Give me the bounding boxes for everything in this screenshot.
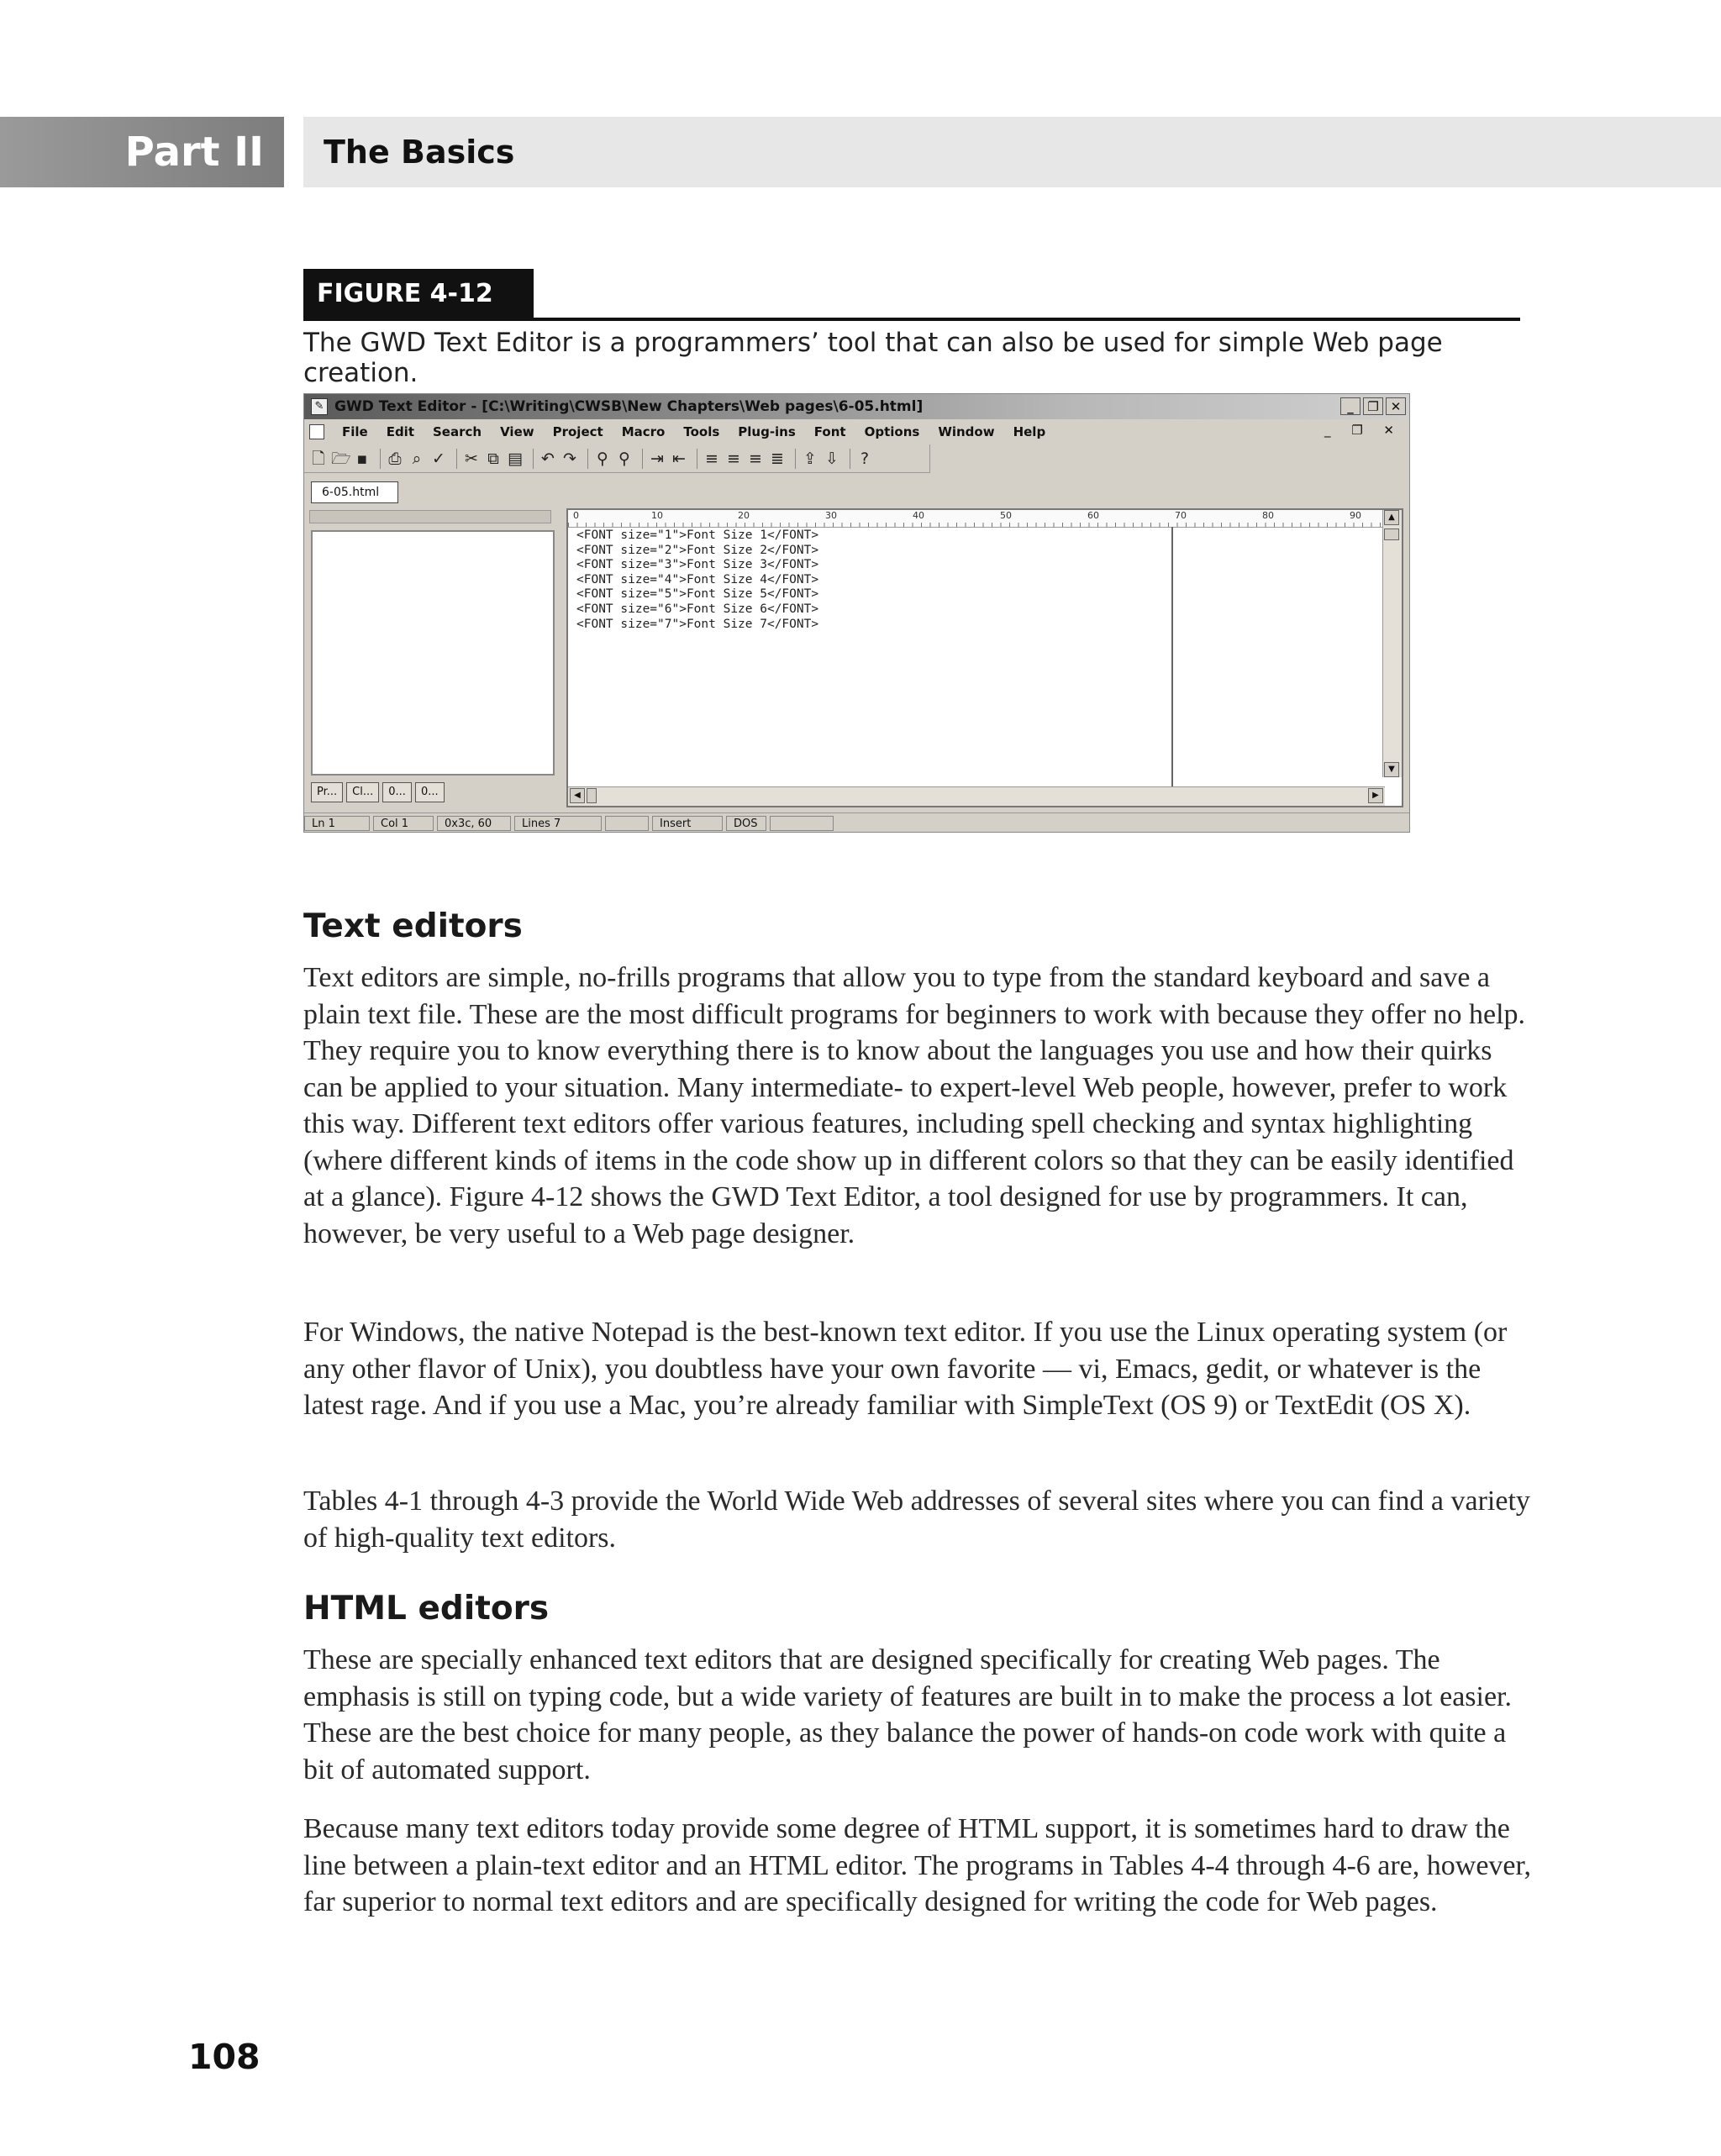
section-heading: HTML editors [303,1590,550,1628]
paste-icon[interactable]: ▤ [508,449,523,468]
minimize-icon[interactable]: _ [1340,397,1360,415]
close-icon[interactable]: ✕ [1386,397,1406,415]
document-icon [309,424,324,439]
print-preview-icon[interactable]: ⌕ [412,449,422,468]
ruler-label: 10 [651,510,663,521]
ruler-label: 50 [1000,510,1012,521]
code-line: <FONT size="7">Font Size 7</FONT> [576,617,819,631]
toolbar-separator [533,449,534,469]
menu-help[interactable]: Help [1013,424,1046,439]
status-column: Col 1 [373,816,434,831]
upload-icon[interactable]: ⇪ [803,449,817,468]
toolbar-separator [642,449,643,469]
restore-icon[interactable]: ❐ [1363,397,1383,415]
ruler-label: 80 [1262,510,1274,521]
align-left-icon[interactable]: ≡ [705,449,718,468]
status-file-format: DOS [726,816,766,831]
code-line: <FONT size="1">Font Size 1</FONT> [576,528,819,542]
find-next-icon[interactable]: ⚲ [618,449,630,468]
menu-project[interactable]: Project [552,424,603,439]
menu-plugins[interactable]: Plug-ins [738,424,796,439]
figure-label: FIGURE 4-12 [303,269,534,318]
figure-label-bar [303,269,1520,321]
justify-icon[interactable]: ≣ [771,449,784,468]
save-icon[interactable]: ▪ [356,449,368,468]
ruler-label: 40 [913,510,924,521]
panel-header [309,510,551,523]
align-center-icon[interactable]: ≡ [727,449,740,468]
find-icon[interactable]: ⚲ [597,449,608,468]
status-line: Ln 1 [304,816,370,831]
indent-icon[interactable]: ⇥ [650,449,664,468]
redo-icon[interactable]: ↷ [563,449,576,468]
document-tab[interactable]: 6-05.html [311,481,398,503]
panel-tab-output[interactable]: 0... [415,782,445,802]
undo-icon[interactable]: ↶ [541,449,555,468]
toolbar-separator [795,449,796,469]
menu-view[interactable]: View [500,424,534,439]
right-margin-guide [1171,527,1173,789]
open-folder-icon[interactable]: 🗁 [331,449,351,468]
scroll-right-icon[interactable]: ▶ [1368,788,1383,803]
window-titlebar [304,394,1409,419]
figure-caption: The GWD Text Editor is a programmers’ tool that can also be used for simple Web page creation. [303,328,1443,388]
paragraph: Because many text editors today provide some degree of HTML support, it is sometimes hard to draw the line between a plain-text editor and an HTML editor. The programs in Tables 4-4 through 4-6 are, however, far superior to normal text editors and are specifically designed for writing the code for Web pages. [303,1813,1531,1917]
scroll-left-icon[interactable]: ◀ [570,788,585,803]
scroll-down-icon[interactable]: ▼ [1384,762,1399,777]
project-panel [304,510,556,806]
code-line: <FONT size="5">Font Size 5</FONT> [576,587,819,602]
ruler [568,510,1385,528]
ruler-label: 60 [1087,510,1099,521]
cut-icon[interactable]: ✂ [465,449,478,468]
panel-tab-projects[interactable]: Pr... [311,782,343,802]
status-line-count: Lines 7 [514,816,602,831]
window-controls [1340,397,1406,415]
status-insert-mode: Insert [652,816,723,831]
toolbar-separator [380,449,381,469]
scroll-thumb[interactable] [1384,528,1399,540]
copy-icon[interactable]: ⧉ [487,449,499,468]
toolbar [304,444,930,473]
ruler-label: 30 [825,510,837,521]
toolbar-separator [456,449,457,469]
menu-options[interactable]: Options [864,424,920,439]
new-file-icon[interactable]: 🗋 [312,449,325,468]
horizontal-scrollbar[interactable] [568,786,1385,806]
print-icon[interactable]: ⎙ [388,449,402,468]
outdent-icon[interactable]: ⇤ [672,449,686,468]
ruler-label: 0 [573,510,579,521]
menu-search[interactable]: Search [433,424,482,439]
menu-macro[interactable]: Macro [621,424,666,439]
code-editor[interactable] [566,508,1403,807]
context-help-icon[interactable]: ? [860,449,870,468]
menu-window[interactable]: Window [938,424,995,439]
paragraph: These are specially enhanced text editors that are designed specifically for creating Web pages. The emphasis is still on typing code, but a wide variety of features are built in to make the process a lot easier. These are the best choice for many people, as they balance the power of hands-on code work with quite a bit of automated support. [303,1644,1512,1785]
align-right-icon[interactable]: ≡ [749,449,762,468]
panel-tab-clips[interactable]: Cl... [346,782,379,802]
menu-tools[interactable]: Tools [683,424,720,439]
menu-file[interactable]: File [342,424,368,439]
window-title: GWD Text Editor - [C:\Writing\CWSB\New Chapters\Web pages\6-05.html] [334,398,924,415]
section-heading: Text editors [303,907,523,945]
scroll-up-icon[interactable]: ▲ [1384,510,1399,525]
toolbar-separator [587,449,588,469]
part-label: Part II [124,129,264,176]
code-content[interactable] [576,528,818,632]
paragraph: For Windows, the native Notepad is the best-known text editor. If you use the Linux operating system (or any other flavor of Unix), you doubtless have your own favorite — vi, Emacs, gedit, or whatever is the latest rage. And if you use a Mac, you’re already familiar with SimpleText (OS 9) or TextEdit (OS X). [303,1317,1508,1421]
part-tab [0,117,284,187]
menubar [304,421,1409,443]
status-char-code: 0x3c, 60 [437,816,511,831]
code-line: <FONT size="2">Font Size 2</FONT> [576,543,819,557]
menu-font[interactable]: Font [813,424,846,439]
ruler-label: 70 [1175,510,1187,521]
ruler-label: 90 [1350,510,1361,521]
mdi-controls[interactable]: _ ❐ ✕ [1324,423,1403,438]
code-line: <FONT size="3">Font Size 3</FONT> [576,558,819,572]
panel-tabs [311,782,445,802]
chapter-header [303,117,1721,187]
download-icon[interactable]: ⇩ [825,449,839,468]
status-empty [770,816,834,831]
scroll-thumb[interactable] [587,788,597,803]
code-line: <FONT size="4">Font Size 4</FONT> [576,572,819,586]
chapter-title: The Basics [324,134,515,171]
panel-list[interactable] [311,530,555,776]
status-empty [605,816,649,831]
status-bar [304,812,1409,833]
spellcheck-icon[interactable]: ✓ [432,449,445,468]
page-number: 108 [188,2037,261,2077]
vertical-scrollbar[interactable] [1382,510,1402,777]
editor-screenshot [303,393,1410,833]
menu-edit[interactable]: Edit [386,424,414,439]
code-line: <FONT size="6">Font Size 6</FONT> [576,602,819,616]
paragraph: Text editors are simple, no-frills programs that allow you to type from the standard keyboard and save a plain text file. These are the most difficult programs for beginners to work with because they offer no help. They require you to know everything there is to know about the languages you use and how their quirks can be applied to your situation. Many intermediate- to expert-level Web people, however, prefer to work this way. Different text editors offer various features, including spell checking and syntax highlighting (where different kinds of items in the code show up in different colors so that they can be easily identified at a glance). Figure 4-12 shows the GWD Text Editor, a tool designed for use by programmers. It can, however, be very useful to a Web page designer. [303,962,1526,1249]
paragraph: Tables 4-1 through 4-3 provide the World Wide Web addresses of several sites where you can find a variety of high-quality text editors. [303,1486,1530,1554]
app-icon: ✎ [311,398,328,415]
panel-tab-files[interactable]: 0... [382,782,412,802]
ruler-label: 20 [738,510,750,521]
